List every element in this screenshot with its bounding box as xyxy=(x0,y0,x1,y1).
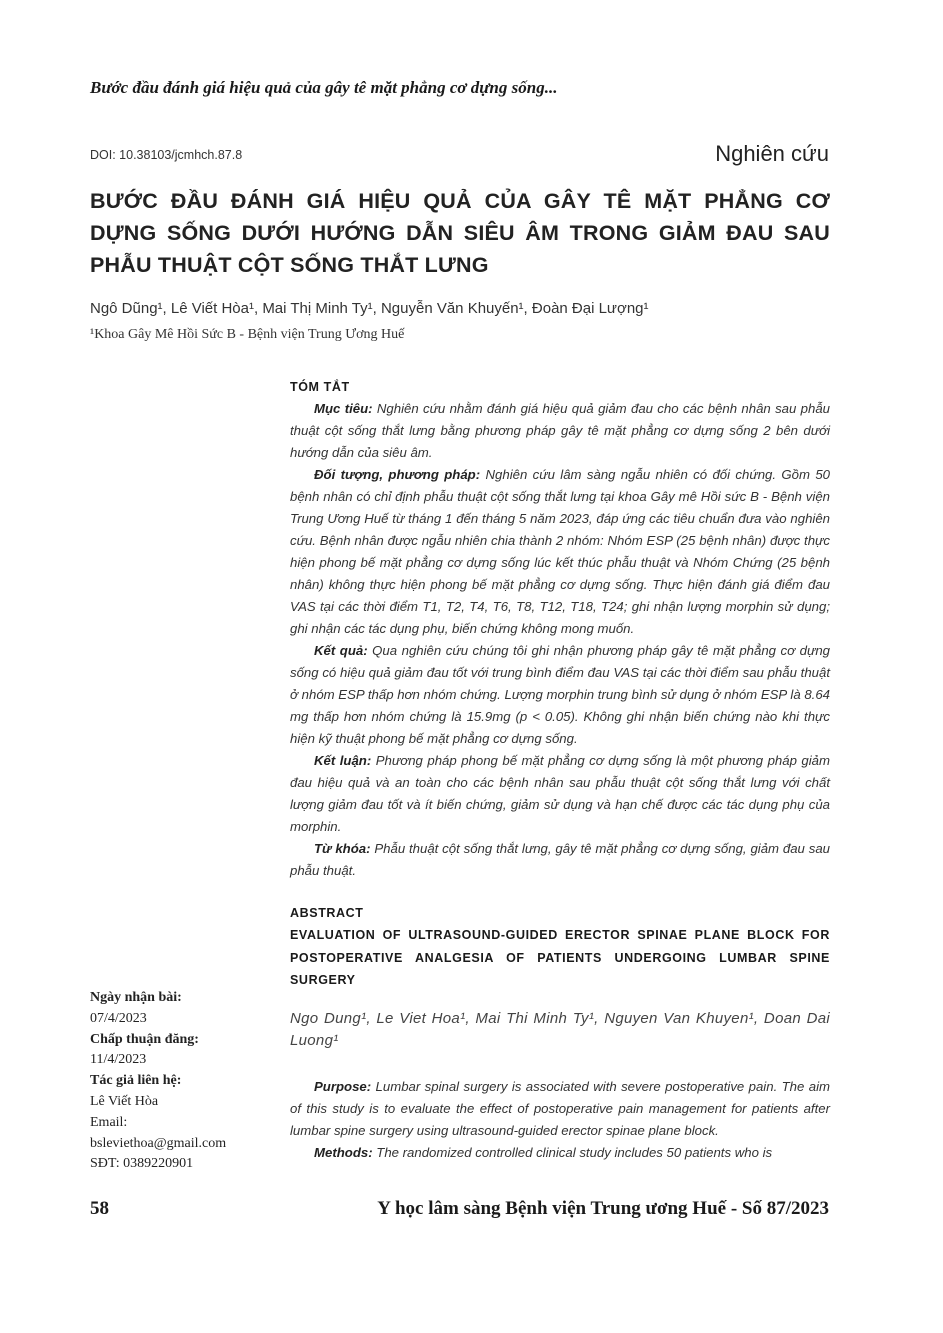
page-number: 58 xyxy=(90,1198,109,1219)
summary-heading: TÓM TẮT xyxy=(290,380,350,394)
contact-label: Tác giả liên hệ: xyxy=(90,1073,182,1089)
section-label: Nghiên cứu xyxy=(715,141,829,166)
affiliation: ¹Khoa Gây Mê Hồi Sức B - Bệnh viện Trung Ương Huế xyxy=(90,327,405,342)
paragraph-text: The randomized controlled clinical study includes 50 patients who is xyxy=(372,1144,773,1160)
contact-name: Lê Viết Hòa xyxy=(90,1093,159,1109)
paragraph-text: Lumbar spinal surgery is associated with severe postoperative pain. The aim of this study is to evaluate the effect of postoperative pain management for patients after lumbar spine surgery using ultrasound-guided erector spinae plane block. xyxy=(290,1078,830,1138)
phone: SĐT: 0389220901 xyxy=(90,1156,194,1172)
paragraph-label: Mục tiêu: xyxy=(314,401,373,416)
paragraph-text: Nghiên cứu nhằm đánh giá hiệu quả giảm đau cho các bệnh nhân sau phẫu thuật cột sống thắt lưng bằng phương pháp gây tê mặt phẳng cơ dựng sống 2 bên dưới hướng dẫn của siêu âm. xyxy=(290,401,830,460)
article-title xyxy=(90,185,830,281)
paragraph-label: Đối tượng, phương pháp: xyxy=(314,467,481,482)
paragraph-text: Nghiên cứu lâm sàng ngẫu nhiên có đối chứng. Gồm 50 bệnh nhân có chỉ định phẫu thuật cột sống thắt lưng tại khoa Gây mê Hồi sức B - Bệnh viện Trung Ương Huế từ tháng 1 đến tháng 5 năm 2023, đáp ứng các tiêu chuẩn đưa vào nghiên cứu. Bệnh nhân được ngẫu nhiên chia thành 2 nhóm: Nhóm ESP (25 bệnh nhân) được thực hiện phong bế mặt phẳng cơ dựng sống lúc kết thúc phẫu thuật và Nhóm Chứng (25 bệnh nhân) không thực hiện phong bế mặt phẳng cơ dựng sống. Thực hiện đánh giá điểm đau VAS tại các thời điểm T1, T2, T4, T6, T8, T12, T18, T24; ghi nhận lượng morphin sử dụng; ghi nhận các tác dụng phụ, biến chứng không mong muốn. xyxy=(290,467,830,636)
title-line: BƯỚC ĐẦU ĐÁNH GIÁ HIỆU QUẢ CỦA GÂY TÊ MẶT PHẲNG CƠ xyxy=(90,189,830,213)
received-date: 07/4/2023 xyxy=(90,1010,147,1026)
running-head: Bước đầu đánh giá hiệu quả của gây tê mặt phẳng cơ dựng sống... xyxy=(90,78,558,97)
paragraph-label: Kết quả: xyxy=(314,643,368,658)
paragraph-label: Methods: xyxy=(314,1144,373,1160)
paragraph-label: Kết luận: xyxy=(314,753,372,768)
summary-paragraph xyxy=(290,838,830,882)
summary-paragraph xyxy=(290,640,830,750)
title-line: PHẪU THUẬT CỘT SỐNG THẮT LƯNG xyxy=(90,253,489,277)
abstract-column xyxy=(290,376,830,1164)
email-label: Email: xyxy=(90,1114,128,1130)
abstract-heading: ABSTRACT xyxy=(290,906,364,920)
summary-paragraph xyxy=(290,750,830,838)
article-info-sidebar xyxy=(90,988,280,1175)
summary-paragraph xyxy=(290,464,830,640)
paragraph-label: Từ khóa: xyxy=(314,841,371,856)
paragraph-label: Purpose: xyxy=(314,1078,372,1094)
abstract-paragraph xyxy=(290,1142,830,1164)
doi[interactable]: DOI: 10.38103/jcmhch.87.8 xyxy=(90,148,243,162)
abstract-paragraph xyxy=(290,1076,830,1142)
paragraph-text: Phẫu thuật cột sống thắt lưng, gây tê mặt phẳng cơ dựng sống, giảm đau sau phẫu thuật. xyxy=(290,841,830,878)
title-line: DỰNG SỐNG DƯỚI HƯỚNG DẪN SIÊU ÂM TRONG GIẢM ĐAU SAU xyxy=(90,221,830,245)
summary-paragraph xyxy=(290,398,830,464)
paragraph-text: Qua nghiên cứu chúng tôi ghi nhận phương pháp gây tê mặt phẳng cơ dựng sống có hiệu quả giảm đau tốt với trung bình điểm đau VAS tại các thời điểm sau phẫu thuật ở nhóm ESP thấp hơn nhóm chứng. Lượng morphin trung bình sử dụng ở nhóm ESP là 8.64 mg thấp hơn nhóm chứng là 15.9mg (p < 0.05). Không ghi nhận biến chứng nào khi thực hiện kỹ thuật phong bế mặt phẳng cơ dựng sống. xyxy=(290,643,831,746)
authors: Ngô Dũng¹, Lê Viết Hòa¹, Mai Thị Minh Ty¹, Nguyễn Văn Khuyến¹, Đoàn Đại Lượng¹ xyxy=(90,300,649,317)
abstract-title: EVALUATION OF ULTRASOUND-GUIDED ERECTOR SPINAE PLANE BLOCK FOR POSTOPERATIVE ANALGESIA OF PATIENTS UNDERGOING LUMBAR SPINE SURGERY xyxy=(290,928,830,987)
accepted-date: 11/4/2023 xyxy=(90,1052,147,1068)
received-label: Ngày nhận bài: xyxy=(90,990,182,1005)
email-link[interactable]: bsleviethoa@gmail.com xyxy=(90,1135,227,1151)
accepted-label: Chấp thuận đăng: xyxy=(90,1031,199,1047)
abstract-authors: Ngo Dung¹, Le Viet Hoa¹, Mai Thi Minh Ty¹, Nguyen Van Khuyen¹, Doan Dai Luong¹ xyxy=(290,1009,830,1049)
paragraph-text: Phương pháp phong bế mặt phẳng cơ dựng sống là một phương pháp giảm đau hiệu quả và an toàn cho các bệnh nhân sau phẫu thuật cột sống thắt lưng với chất lượng giảm đau tốt và ít biến chứng, giảm sử dụng và hạn chế được các tác dụng phụ của morphin. xyxy=(290,753,830,834)
journal-name: Y học lâm sàng Bệnh viện Trung ương Huế - Số 87/2023 xyxy=(377,1198,829,1219)
